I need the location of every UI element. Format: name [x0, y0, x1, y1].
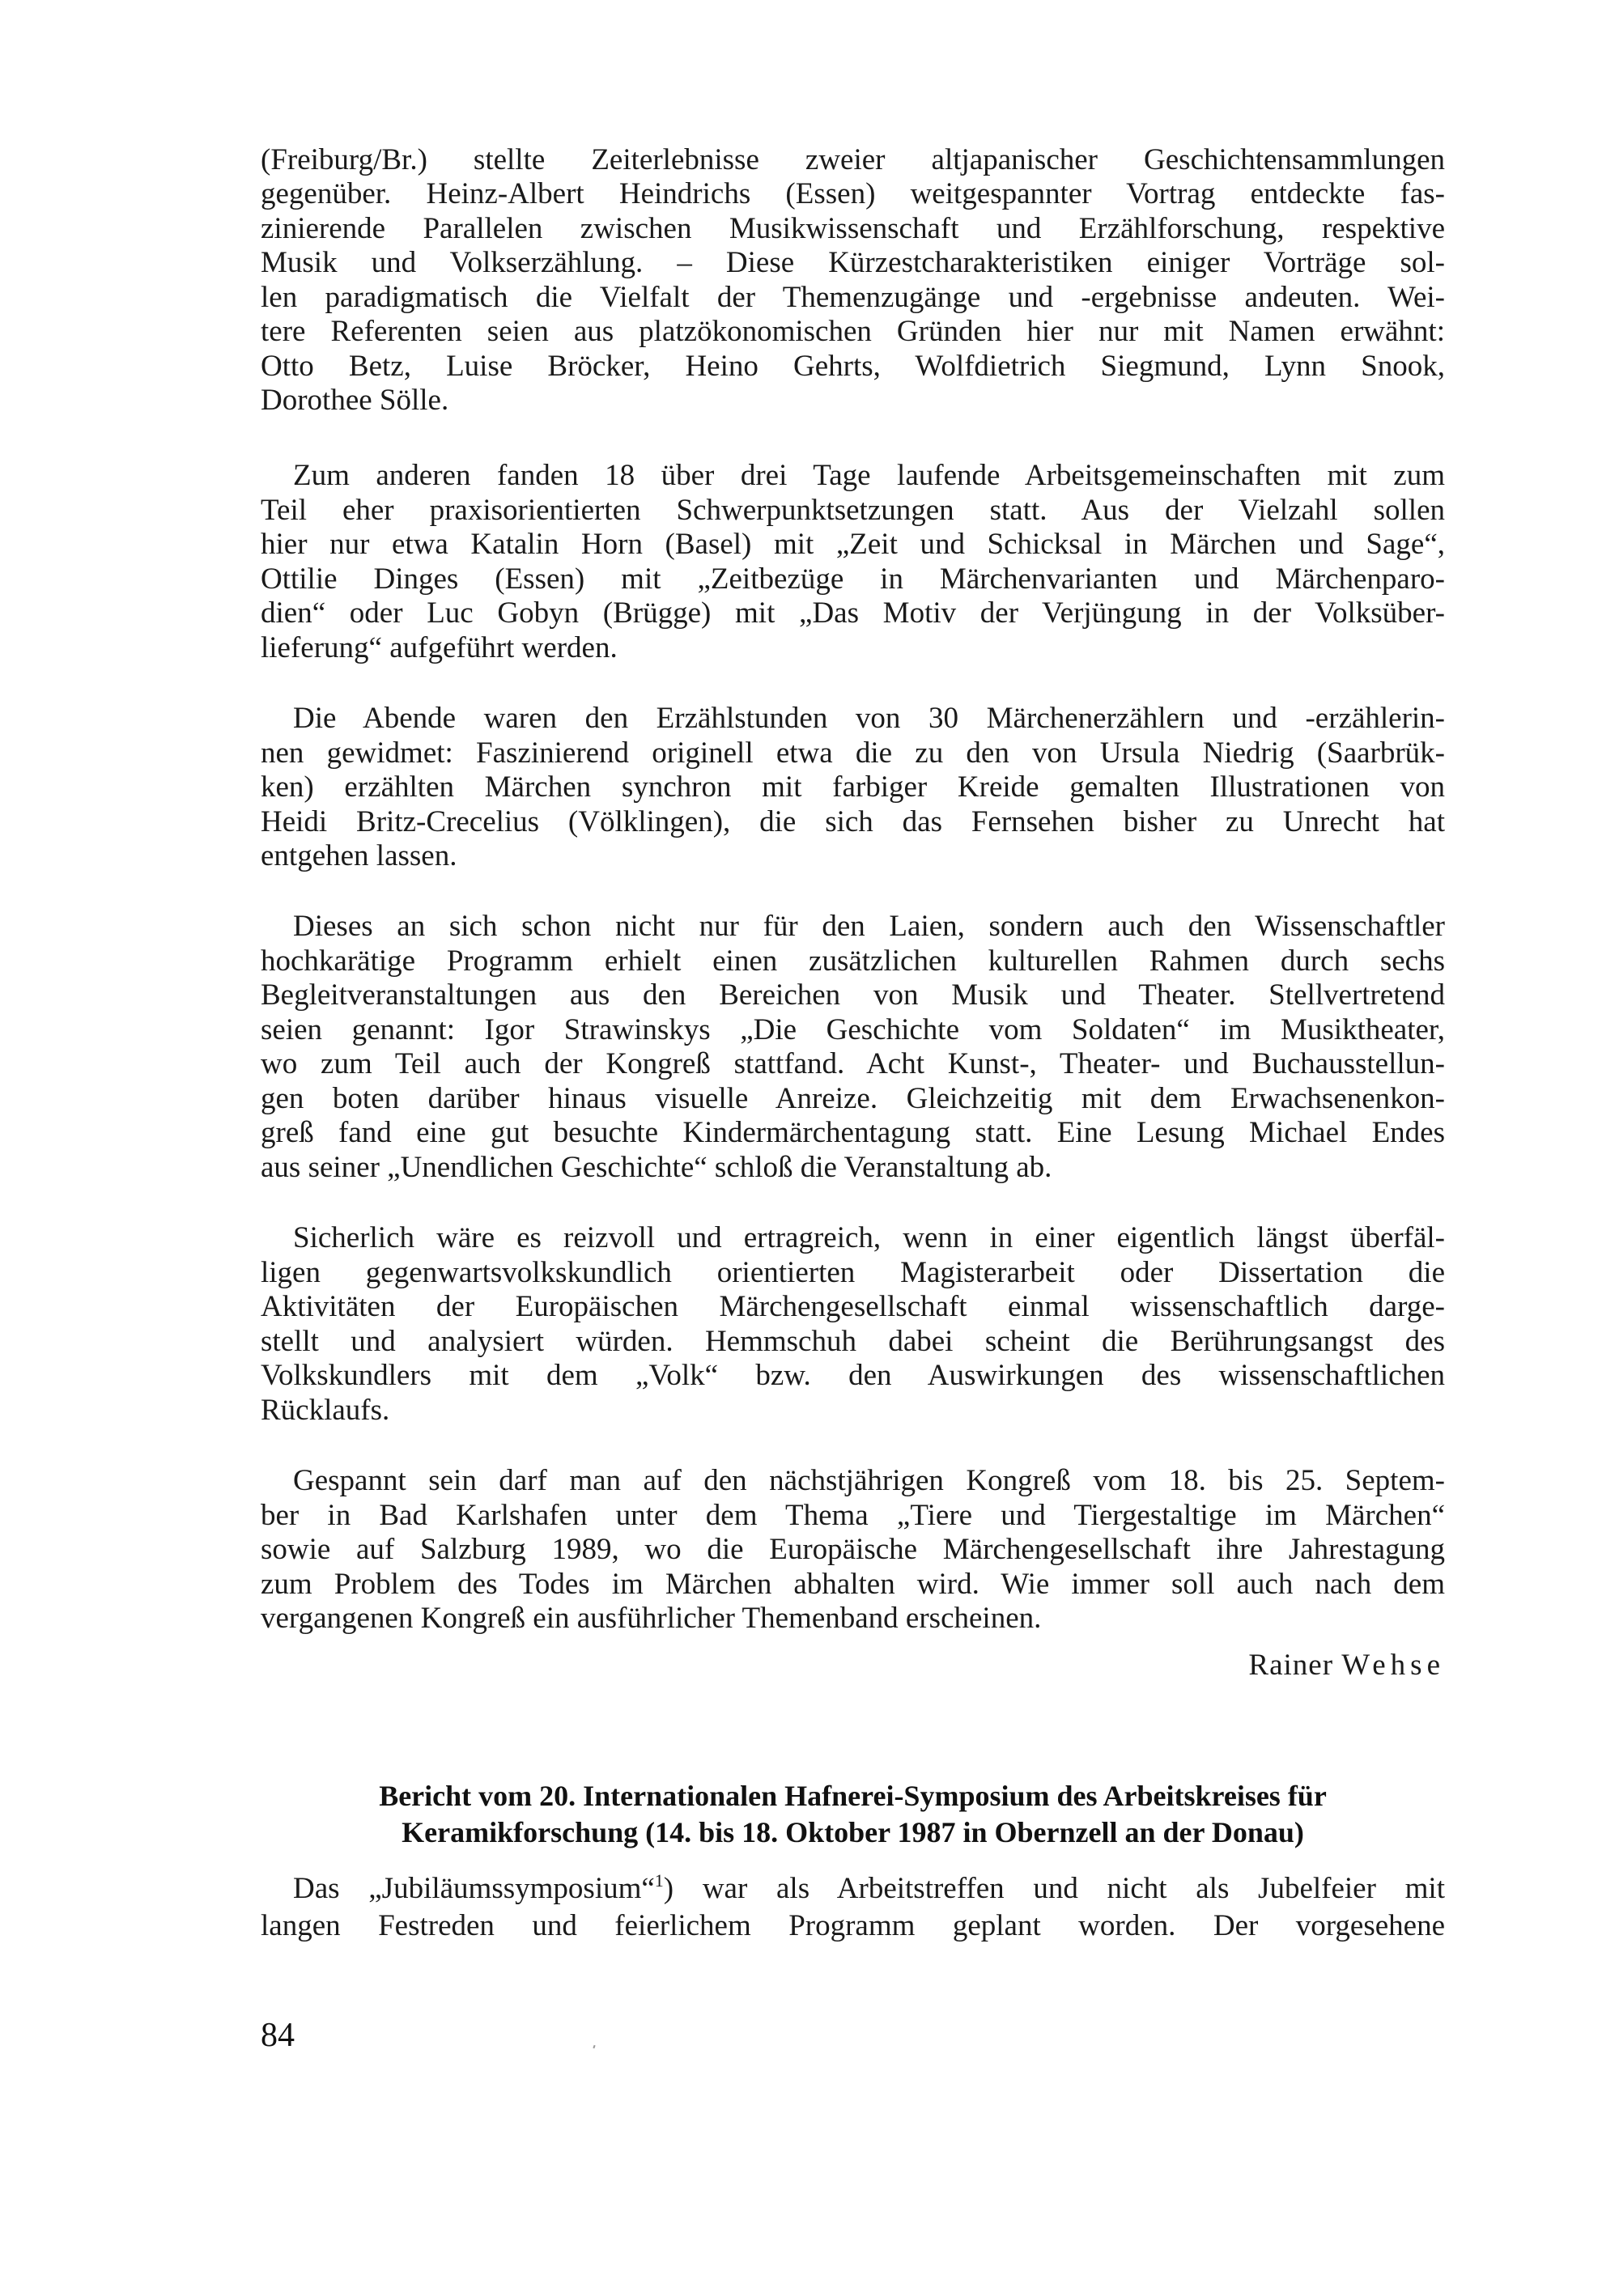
- text-line: Zum anderen fanden 18 über drei Tage laufende Arbeitsgemeinschaften mit zum: [293, 459, 1445, 492]
- text-line: zinierende Parallelen zwischen Musikwissenschaft und Erzählforschung, respektive: [261, 212, 1445, 245]
- text-line: [293, 1871, 1445, 1907]
- text-line: ber in Bad Karlshafen unter dem Thema „Tiere und Tiergestaltige im Märchen“: [261, 1499, 1445, 1532]
- footnote-reference[interactable]: 1: [654, 1870, 664, 1891]
- text-line: Aktivitäten der Europäischen Märchengesellschaft einmal wissenschaftlich darge-: [261, 1290, 1445, 1323]
- author-last-name: Wehse: [1341, 1649, 1445, 1682]
- text-line: Rücklaufs.: [261, 1394, 390, 1427]
- text-line: entgehen lassen.: [261, 839, 457, 872]
- text-line: stellt und analysiert würden. Hemmschuh dabei scheint die Berührungsangst des: [261, 1325, 1445, 1358]
- text-line: Heidi Britz-Crecelius (Völklingen), die sich das Fernsehen bisher zu Unrecht hat: [261, 805, 1445, 838]
- text-line: Volkskundlers mit dem „Volk“ bzw. den Auswirkungen des wissenschaftlichen: [261, 1359, 1445, 1392]
- text-line: Sicherlich wäre es reizvoll und ertragreich, wenn in einer eigentlich längst überfäl-: [293, 1221, 1445, 1254]
- text-fragment: ) war als Arbeitstreffen und nicht als Jubelfeier mit: [663, 1872, 1445, 1905]
- text-line: Musik und Volkserzählung. – Diese Kürzestcharakteristiken einiger Vorträge sol-: [261, 246, 1445, 279]
- text-line: aus seiner „Unendlichen Geschichte“ schloß die Veranstaltung ab.: [261, 1151, 1052, 1184]
- text-line: hier nur etwa Katalin Horn (Basel) mit „Zeit und Schicksal in Märchen und Sage“,: [261, 528, 1445, 561]
- scan-speck: [593, 2045, 595, 2048]
- text-line: zum Problem des Todes im Märchen abhalten wird. Wie immer soll auch nach dem: [261, 1568, 1445, 1601]
- text-line: len paradigmatisch die Vielfalt der Themenzugänge und -ergebnisse andeuten. Wei-: [261, 281, 1445, 314]
- text-line: Otto Betz, Luise Bröcker, Heino Gehrts, Wolfdietrich Siegmund, Lynn Snook,: [261, 350, 1445, 383]
- text-line: sowie auf Salzburg 1989, wo die Europäische Märchengesellschaft ihre Jahrestagung: [261, 1533, 1445, 1566]
- text-line: Begleitveranstaltungen aus den Bereichen von Musik und Theater. Stellvertretend: [261, 978, 1445, 1012]
- text-line: lieferung“ aufgeführt werden.: [261, 631, 618, 664]
- text-line: gen boten darüber hinaus visuelle Anreize. Gleichzeitig mit dem Erwachsenenkon-: [261, 1082, 1445, 1115]
- text-line: vergangenen Kongreß ein ausführlicher Themenband erscheinen.: [261, 1602, 1042, 1635]
- text-line: greß fand eine gut besuchte Kindermärchentagung statt. Eine Lesung Michael Endes: [261, 1116, 1445, 1149]
- author-first-name: Rainer: [1248, 1649, 1334, 1682]
- text-fragment: Das „Jubiläumssymposium“: [293, 1872, 655, 1905]
- text-line: hochkarätige Programm erhielt einen zusätzlichen kulturellen Rahmen durch sechs: [261, 944, 1445, 978]
- text-line: seien genannt: Igor Strawinskys „Die Geschichte vom Soldaten“ im Musiktheater,: [261, 1013, 1445, 1046]
- author-signature: [261, 1648, 1445, 1683]
- text-line: Dorothee Sölle.: [261, 384, 449, 417]
- text-line: Die Abende waren den Erzählstunden von 30 Märchenerzählern und -erzählerin-: [293, 702, 1445, 735]
- text-line: ken) erzählten Märchen synchron mit farbiger Kreide gemalten Illustrationen von: [261, 770, 1445, 804]
- text-line: Teil eher praxisorientierten Schwerpunktsetzungen statt. Aus der Vielzahl sollen: [261, 494, 1445, 527]
- text-line: Dieses an sich schon nicht nur für den Laien, sondern auch den Wissenschaftler: [293, 910, 1445, 943]
- text-line: langen Festreden und feierlichem Programm geplant worden. Der vorgesehene: [261, 1909, 1445, 1942]
- text-line: nen gewidmet: Faszinierend originell etwa die zu den von Ursula Niedrig (Saarbrük-: [261, 736, 1445, 770]
- text-line: tere Referenten seien aus platzökonomischen Gründen hier nur mit Namen erwähnt:: [261, 315, 1445, 348]
- text-line: dien“ oder Luc Gobyn (Brügge) mit „Das Motiv der Verjüngung in der Volksüber-: [261, 596, 1445, 630]
- section-heading-line-1: Bericht vom 20. Internationalen Hafnerei-Symposium des Arbeitskreises für: [379, 1780, 1327, 1812]
- text-line: ligen gegenwartsvolkskundlich orientierten Magisterarbeit oder Dissertation die: [261, 1256, 1445, 1289]
- text-line: Ottilie Dinges (Essen) mit „Zeitbezüge in Märchenvarianten und Märchenparo-: [261, 562, 1445, 596]
- text-line: (Freiburg/Br.) stellte Zeiterlebnisse zweier altjapanischer Geschichtensammlungen: [261, 143, 1445, 176]
- page-number: 84: [261, 2017, 295, 2054]
- text-line: wo zum Teil auch der Kongreß stattfand. Acht Kunst-, Theater- und Buchausstellun-: [261, 1047, 1445, 1080]
- section-heading-line-2: Keramikforschung (14. bis 18. Oktober 1987 in Obernzell an der Donau): [402, 1816, 1304, 1848]
- text-line: Gespannt sein darf man auf den nächstjährigen Kongreß vom 18. bis 25. Septem-: [293, 1464, 1445, 1497]
- text-line: gegenüber. Heinz-Albert Heindrichs (Essen) weitgespannter Vortrag entdeckte fas-: [261, 177, 1445, 210]
